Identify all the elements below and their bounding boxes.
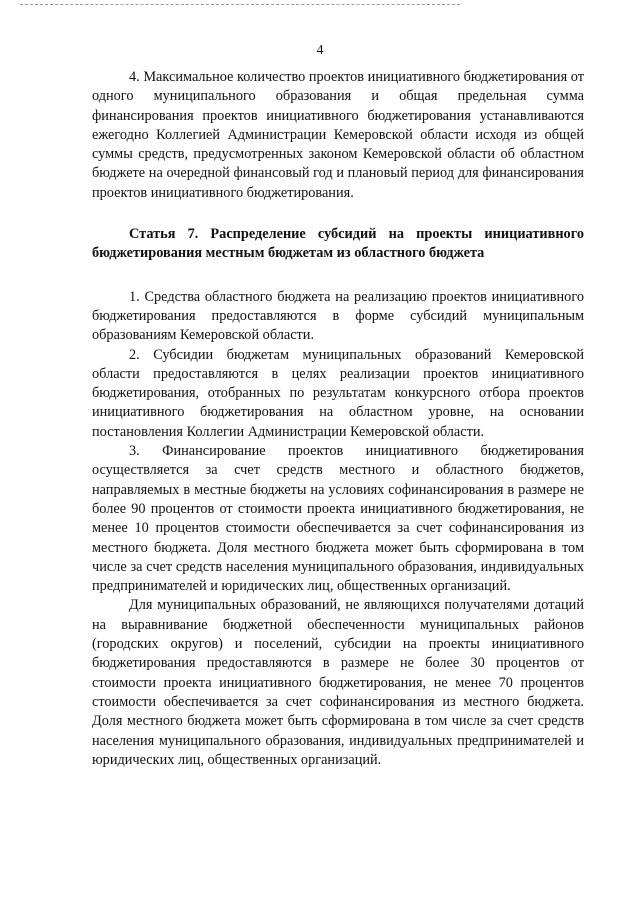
paragraph-4-max-projects: 4. Максимальное количество проектов инициативного бюджетирования от одного муниципального образования и общая предельная сумма финансирования проектов инициативного бюджетирования устанавливаются ежегодно Коллегией Администрации Кемеровской области исходя из общей суммы средств, предусмотренных законом Кемеровской области об областном бюджете на очередной финансовый год и плановый период для финансирования проектов инициативного бюджетирования.: [92, 69, 584, 201]
article-7-paragraph-1: 1. Средства областного бюджета на реализацию проектов инициативного бюджетирования предоставляются в форме субсидий муниципальным образованиям Кемеровской области.: [92, 288, 584, 344]
document-body: [92, 68, 584, 770]
article-7-paragraph-3-continued: Для муниципальных образований, не являющихся получателями дотаций на выравнивание бюджетной обеспеченности муниципальных районов (городских округов) и поселений, субсидии на проекты инициативного бюджетирования предоставляются в размере не более 30 процентов от стоимости проекта инициативного бюджетирования, не менее 70 процентов стоимости обеспечивается за счет софинансирования из местного бюджета. Доля местного бюджета может быть сформирована в том числе за счет средств населения муниципального образования, индивидуальных предпринимателей и юридических лиц, общественных организаций.: [92, 597, 584, 768]
page-number: 4: [316, 43, 324, 58]
article-7-paragraph-3: 3. Финансирование проектов инициативного бюджетирования осуществляется за счет средств местного и областного бюджетов, направляемых в местные бюджеты на условиях софинансирования в размере не более 90 процентов от стоимости проекта инициативного бюджетирования, не менее 10 процентов стоимости обеспечивается за счет софинансирования из местного бюджета. Доля местного бюджета может быть сформирована в том числе за счет средств населения муниципального образования, индивидуальных предпринимателей и юридических лиц, общественных организаций.: [92, 443, 584, 595]
article-7-paragraph-2: 2. Субсидии бюджетам муниципальных образований Кемеровской области предоставляются в целях реализации проектов инициативного бюджетирования, отобранных по результатам конкурсного отбора проектов инициативного бюджетирования на областном уровне, на основании постановления Коллегии Администрации Кемеровской области.: [92, 346, 584, 440]
scan-edge-line: [20, 4, 460, 5]
article-7-heading: Статья 7. Распределение субсидий на проекты инициативного бюджетирования местным бюджетам из областного бюджета: [92, 226, 584, 262]
